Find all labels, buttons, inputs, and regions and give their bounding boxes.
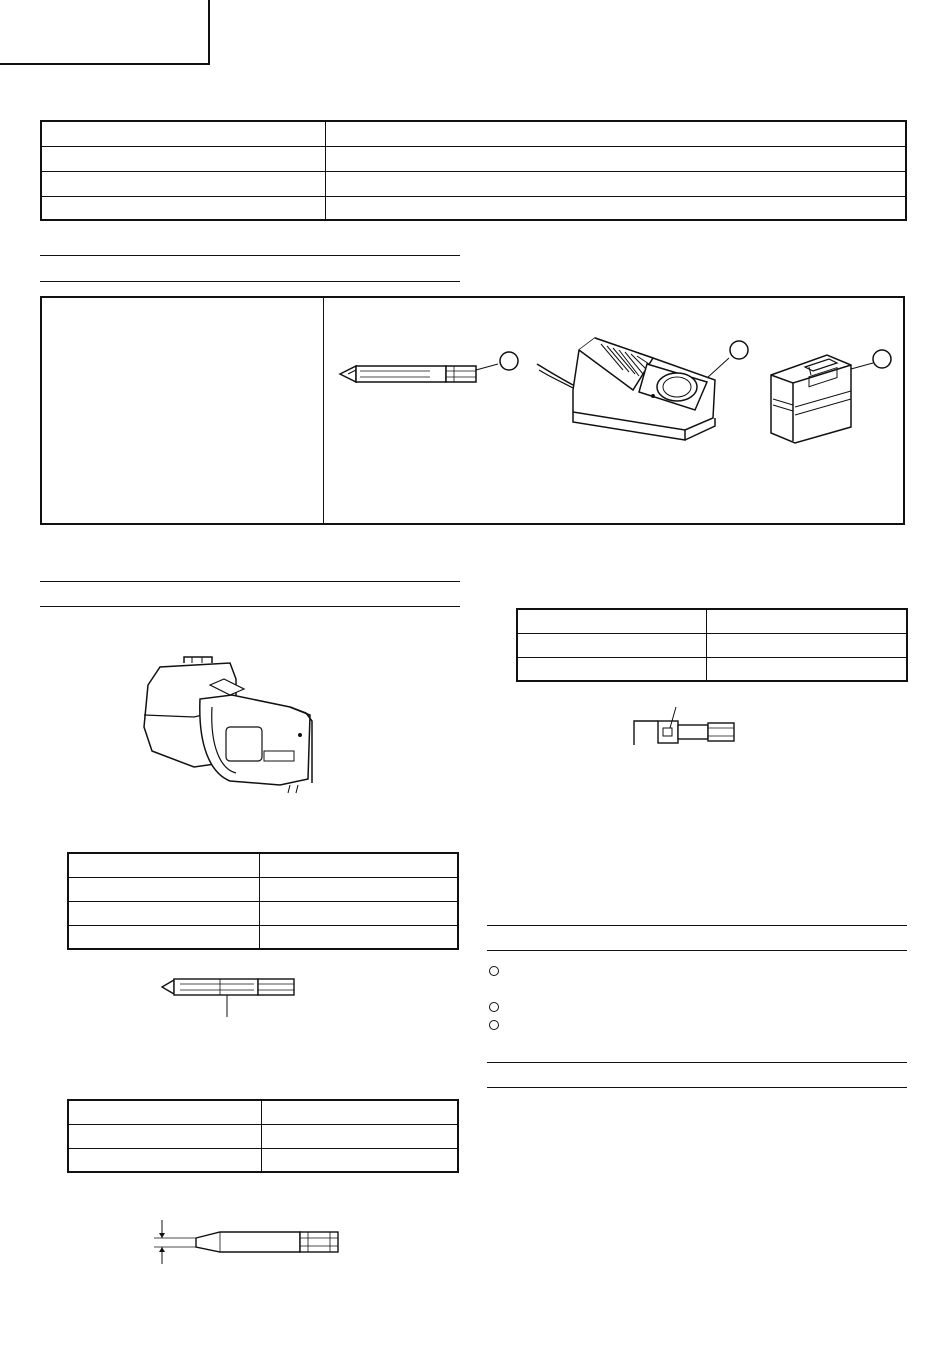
table-row [68, 877, 458, 901]
bullet-marker [489, 1020, 499, 1030]
phillips-bit-table [67, 852, 459, 950]
hex-bit-holder-icon [630, 705, 740, 747]
bullet-marker [489, 966, 499, 976]
section-rule [487, 1087, 907, 1088]
specifications-table [40, 120, 907, 221]
table-row [41, 196, 906, 220]
table-row [68, 1148, 458, 1172]
bullet-marker [489, 1002, 499, 1012]
table-row [68, 925, 458, 949]
table-row [68, 901, 458, 925]
battery-table [516, 608, 908, 682]
table-row [68, 1124, 458, 1148]
section-rule [40, 281, 460, 282]
table-row [41, 146, 906, 171]
table-row [41, 121, 906, 146]
battery-charger-icon [535, 330, 760, 455]
table-row [517, 657, 907, 681]
carrying-case-icon [765, 335, 895, 445]
section-rule [487, 925, 907, 926]
section-rule [40, 581, 460, 582]
battery-pack-icon [140, 655, 335, 795]
phillips-bit-icon [330, 340, 530, 390]
section-rule [40, 606, 460, 607]
table-row [517, 609, 907, 633]
slotted-bit-diagram-icon [150, 1218, 350, 1266]
table-row [517, 633, 907, 657]
table-row [68, 1100, 458, 1124]
slotted-bit-table [67, 1099, 459, 1173]
section-rule [487, 950, 907, 951]
table-row [41, 171, 906, 196]
phillips-bit-diagram-icon [160, 975, 300, 1020]
page-corner-frame [0, 0, 210, 65]
table-row [68, 853, 458, 877]
accessories-divider [323, 296, 324, 525]
section-rule [40, 255, 460, 256]
section-rule [487, 1062, 907, 1063]
